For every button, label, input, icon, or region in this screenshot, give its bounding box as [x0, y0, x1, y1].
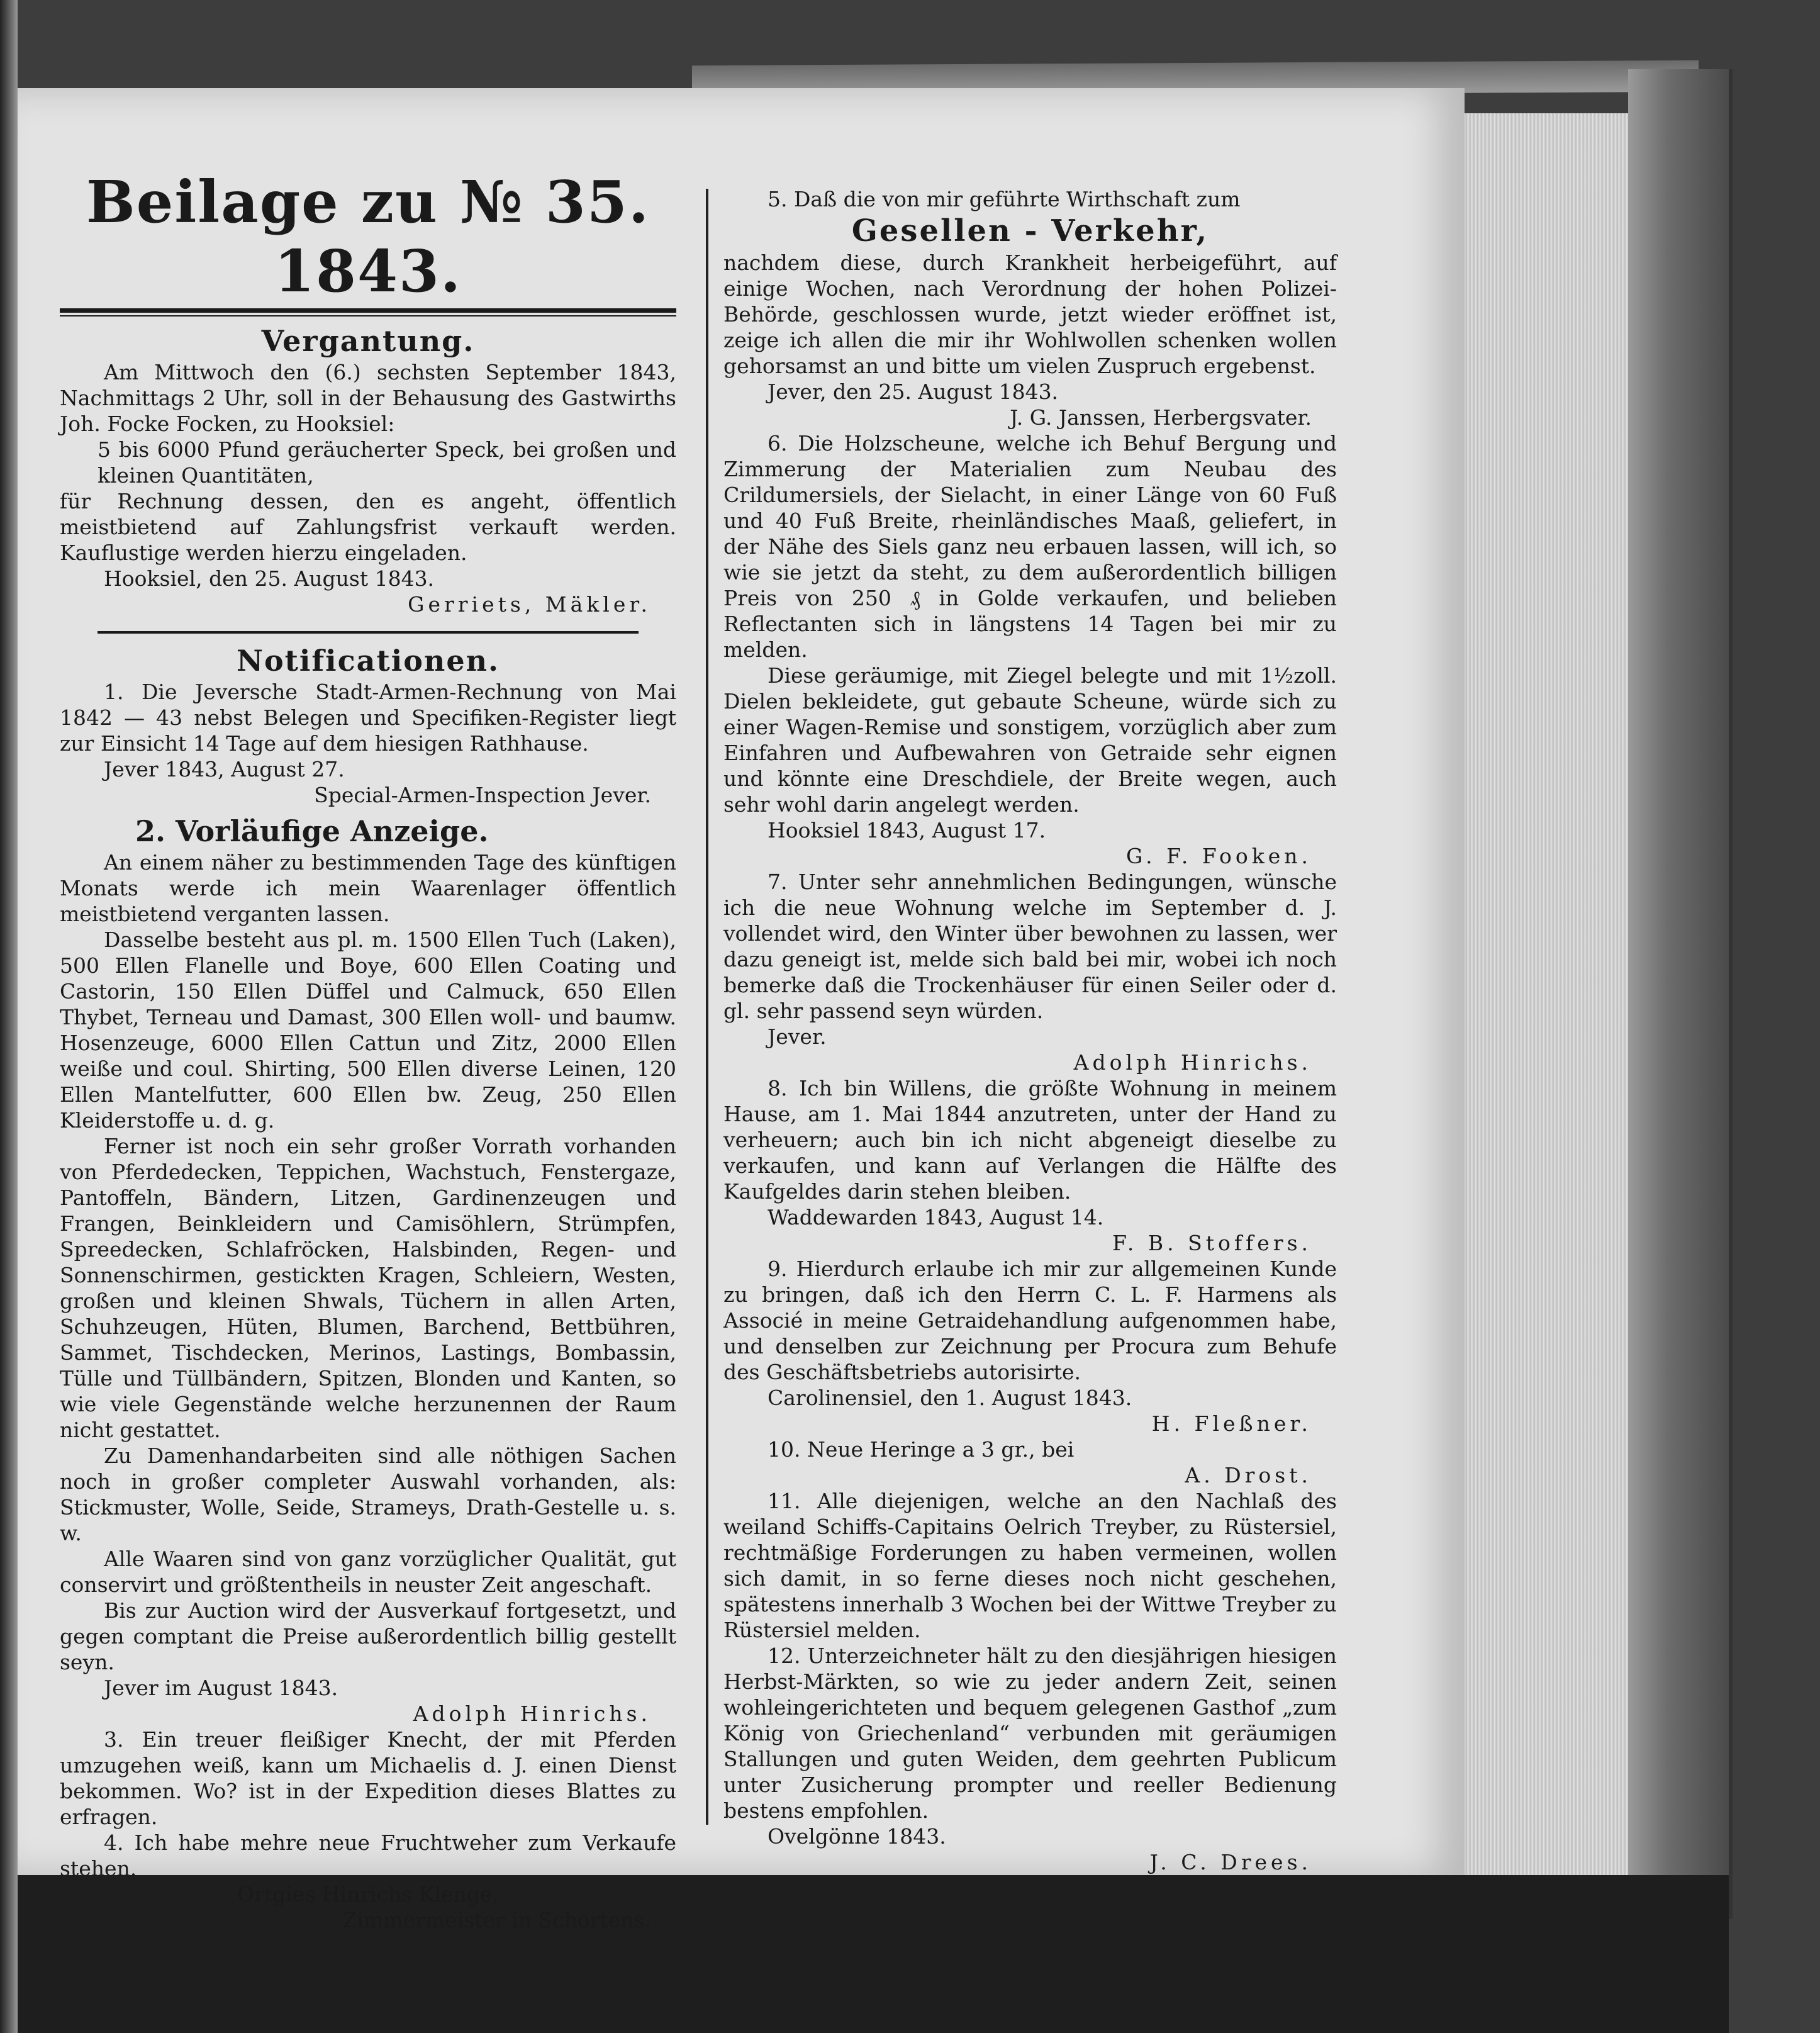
notice-2-text: An einem näher zu bestimmenden Tage des künftigen Monats werde ich mein Waarenlager öffentlich meistbietend verganten lassen.	[60, 850, 676, 926]
notice-10-signature: A. Drost.	[1185, 1463, 1312, 1487]
notice-2-text: Zu Damenhandarbeiten sind alle nöthigen Sachen noch in großer completer Auswahl vorhanden, als: Stickmuster, Wolle, Seide, Strameys, Drath-Gestelle u. s. w.	[60, 1443, 676, 1545]
notice-1-date: Jever 1843, August 27.	[104, 757, 345, 781]
notice-6-text: Diese geräumige, mit Ziegel belegte und mit 1½zoll. Dielen bekleidete, gut gebaute Scheune, würde sich zu einer Wagen-Remise und sonstigem, vorzüglich aber zum Einfahren und Aufbewahren von Getraide sehr eignen und könnte eine Dreschdiele, der Breite wegen, auch sehr wohl darin angelegt werden.	[723, 663, 1337, 817]
right-column	[723, 186, 1337, 1875]
masthead-title: Beilage zu № 35. 1843.	[86, 168, 650, 305]
book-cover	[1628, 69, 1733, 1919]
notice-2-text: Alle Waaren sind von ganz vorzüglicher Qualität, gut conservirt und größtentheils in neuster Zeit angeschaft.	[60, 1547, 676, 1597]
notice-9: 9. Hierdurch erlaube ich mir zur allgemeinen Kunde zu bringen, daß ich den Herrn C. L. F. Harmens als Associé in meine Getraidehandlung aufgenommen habe, und denselben zur Zeichnung per Procura zum Behufe des Geschäftsbetriebs autorisirte.	[723, 1257, 1337, 1384]
notice-5-name: Gesellen - Verkehr,	[851, 213, 1209, 249]
book-gutter	[0, 0, 18, 2033]
notice-12: 12. Unterzeichneter hält zu den diesjährigen hiesigen Herbst-Märkten, so wie zu jeder andern Zeit, seinen wohleingerichteten und bequem gelegenen Gasthof „zum König von Griechenland“ verbunden mit geräumigen Stallungen und guten Weiden, dem geehrten Publicum unter Zusicherung prompter und reeller Bedienung bestens empfohlen.	[723, 1644, 1337, 1823]
notice-8: 8. Ich bin Willens, die größte Wohnung in meinem Hause, am 1. Mai 1844 anzutreten, unter der Hand zu verheuern; auch bin ich nicht abgeneigt dieselbe zu verkaufen, und kann auf Verlangen die Hälfte des Kaufgeldes darin stehen bleiben.	[723, 1076, 1337, 1204]
notice-4-signature-line2: Zimmermeister in Schortens.	[342, 1908, 651, 1932]
notice-6-signature: G. F. Fooken.	[1126, 844, 1312, 868]
notificationen-heading: Notificationen.	[236, 644, 500, 678]
notice-5-date: Jever, den 25. August 1843.	[768, 379, 1059, 404]
vergantung-text: Am Mittwoch den (6.) sechsten September 1843, Nachmittags 2 Uhr, soll in der Behausung des Gastwirths Joh. Focke Focken, zu Hooksiel:	[60, 360, 676, 436]
notice-7-signature: Adolph Hinrichs.	[1073, 1050, 1312, 1075]
notice-8-signature: F. B. Stoffers.	[1112, 1231, 1312, 1255]
notice-7: 7. Unter sehr annehmlichen Bedingungen, wünsche ich die neue Wohnung welche im September d. J. vollendet wird, den Winter über bewohnen zu lassen, wer dazu geneigt ist, melde sich bald bei mir, wobei ich noch bemerke daß die Trockenhäuser für einen Seiler oder d. gl. sehr passend seyn würden.	[723, 870, 1337, 1023]
notice-2-text: Dasselbe besteht aus pl. m. 1500 Ellen Tuch (Laken), 500 Ellen Flanelle und Boye, 600 Ellen Coating und Castorin, 150 Ellen Düffel und Calmuck, 650 Ellen Thybet, Terneau und Damast, 300 Ellen woll- und baumw. Hosenzeuge, 6000 Ellen Cattun und Zitz, 2000 Ellen weiße und coul. Shirting, 500 Ellen diverse Leinen, 120 Ellen Mantelfutter, 600 Ellen bw. Zeug, 250 Ellen Kleiderstoffe u. d. g.	[60, 927, 676, 1133]
vergantung-item: 5 bis 6000 Pfund geräucherter Speck, bei großen und kleinen Quantitäten,	[98, 437, 676, 488]
vergantung-signature: Gerriets, Mäkler.	[408, 592, 651, 617]
notice-2-date: Jever im August 1843.	[104, 1676, 338, 1700]
notice-7-place: Jever.	[768, 1024, 827, 1049]
notice-10: 10. Neue Heringe a 3 gr., bei	[768, 1437, 1075, 1462]
notice-1: 1. Die Jeversche Stadt-Armen-Rechnung von Mai 1842 — 43 nebst Belegen und Specifiken-Register liegt zur Einsicht 14 Tage auf dem hiesigen Rathhause.	[60, 680, 676, 756]
masthead-rule	[60, 308, 676, 316]
vergantung-heading: Vergantung.	[261, 324, 475, 358]
notice-2-text: Bis zur Auction wird der Ausverkauf fortgesetzt, und gegen comptant die Preise außerordentlich billig gestellt seyn.	[60, 1598, 676, 1674]
column-divider	[706, 189, 708, 1825]
notice-4: 4. Ich habe mehre neue Fruchtweher zum Verkaufe stehen.	[60, 1830, 676, 1881]
notice-5-signature: J. G. Janssen, Herbergsvater.	[1010, 405, 1312, 430]
notice-2-text: Ferner ist noch ein sehr großer Vorrath vorhanden von Pferdedecken, Teppichen, Wachstuch, Fenstergaze, Pantoffeln, Bändern, Litzen, Gardinenzeugen und Frangen, Beinkleidern und Camisöhlern, Strümpfen, Spreedecken, Schlafröcken, Halsbinden, Regen- und Sonnenschirmen, gestickten Kragen, Schleiern, Westen, großen und kleinen Shwals, Tüchern in allen Arten, Schuhzeugen, Hüten, Blumen, Barchend, Bettbühren, Sammet, Tischdecken, Merinos, Lastings, Bombassin, Tülle und Tüllbändern, Spitzen, Blonden und Kanten, so wie viele Gegenstände welche herzunennen der Raum nicht gestattet.	[60, 1134, 676, 1442]
notice-5: 5. Daß die von mir geführte Wirthschaft zum	[768, 187, 1241, 211]
notice-6: 6. Die Holzscheune, welche ich Behuf Bergung und Zimmerung der Materialien zum Neubau des Crildumersiels, der Sielacht, in einer Länge von 60 Fuß und 40 Fuß Breite, rheinländisches Maaß, geliefert, in der Nähe des Siels ganz neu erbauen lassen, will ich, so wie sie jetzt da steht, zu dem außerordentlich billigen Preis von 250 ₰ in Golde verkaufen, und belieben Reflectanten sich in längstens 14 Tagen bei mir zu melden.	[723, 431, 1337, 662]
notice-6-date: Hooksiel 1843, August 17.	[768, 818, 1046, 843]
notice-2-signature: Adolph Hinrichs.	[413, 1701, 651, 1726]
notice-12-signature: J. C. Drees.	[1149, 1850, 1312, 1874]
section-rule	[98, 631, 639, 634]
notice-12-date: Ovelgönne 1843.	[768, 1824, 946, 1849]
notice-3: 3. Ein treuer fleißiger Knecht, der mit Pferden umzugehen weiß, kann um Michaelis d. J. einen Dienst bekommen. Wo? ist in der Expedition dieses Blattes zu erfragen.	[60, 1727, 676, 1829]
notice-5-text: nachdem diese, durch Krankheit herbeigeführt, auf einige Wochen, nach Verordnung der hohen Polizei-Behörde, geschlossen wurde, jetzt wieder eröffnet ist, zeige ich allen die mir ihr Wohlwollen schenken wollen gehorsamst an und bitte um vielen Zuspruch ergebenst.	[723, 250, 1337, 378]
notice-1-signature: Special-Armen-Inspection Jever.	[314, 783, 651, 807]
notice-9-date: Carolinensiel, den 1. August 1843.	[768, 1386, 1132, 1410]
notice-2-heading: 2. Vorläufige Anzeige.	[135, 814, 489, 848]
vergantung-text: für Rechnung dessen, den es angeht, öffentlich meistbietend auf Zahlungsfrist verkauft werden. Kauflustige werden hierzu eingeladen.	[60, 489, 676, 565]
notice-4-signature: Ortgies Hinrichs Klenge,	[237, 1882, 499, 1907]
notice-8-date: Waddewarden 1843, August 14.	[768, 1205, 1104, 1229]
notice-11: 11. Alle diejenigen, welche an den Nachlaß des weiland Schiffs-Capitains Oelrich Treyber, zu Rüstersiel, rechtmäßige Forderungen zu haben vermeinen, wollen sich damit, in so ferne dieses noch nicht geschehen, spätestens innerhalb 3 Wochen bei der Wittwe Treyber zu Rüstersiel melden.	[723, 1489, 1337, 1642]
notice-9-signature: H. Fleßner.	[1151, 1411, 1312, 1436]
page-stack-edge	[1465, 113, 1628, 1888]
left-column	[60, 145, 676, 1933]
vergantung-date: Hooksiel, den 25. August 1843.	[104, 566, 435, 591]
